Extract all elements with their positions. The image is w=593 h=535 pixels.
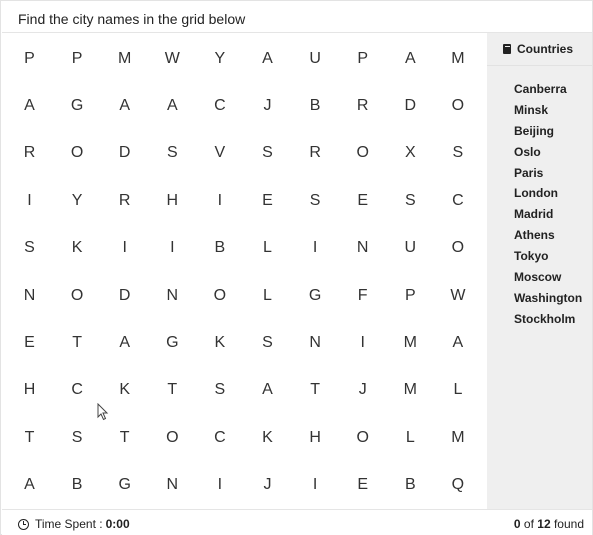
grid-cell[interactable]: S xyxy=(214,381,226,399)
header xyxy=(2,2,592,33)
grid-cell[interactable]: L xyxy=(405,428,415,446)
grid-cell[interactable]: B xyxy=(71,476,83,494)
grid-cell[interactable]: O xyxy=(356,144,369,162)
grid-cell[interactable]: S xyxy=(452,144,464,162)
grid-cell[interactable]: O xyxy=(451,96,465,114)
grid-cell[interactable]: P xyxy=(71,49,83,67)
word-list-sidebar xyxy=(487,33,592,509)
grid-cell[interactable]: E xyxy=(262,191,273,209)
grid-cell[interactable]: C xyxy=(71,381,83,399)
grid-cell[interactable]: J xyxy=(263,96,272,114)
grid-cell[interactable]: P xyxy=(24,49,35,67)
grid-cell[interactable]: Y xyxy=(71,191,83,209)
grid-cell[interactable]: N xyxy=(23,286,36,304)
grid-cell[interactable]: O xyxy=(70,144,84,162)
grid-cell[interactable]: I xyxy=(217,476,223,494)
grid-cell[interactable]: K xyxy=(119,381,131,399)
grid-cell[interactable]: M xyxy=(118,49,132,67)
grid-cell[interactable]: G xyxy=(70,96,84,114)
grid-cell[interactable]: S xyxy=(404,191,416,209)
grid-cell[interactable]: O xyxy=(451,239,465,257)
grid-cell[interactable]: O xyxy=(166,428,179,446)
grid-cell[interactable]: I xyxy=(27,191,32,209)
word-list-item: Washington xyxy=(514,290,583,305)
grid-cell[interactable]: J xyxy=(263,476,272,494)
grid-cell[interactable]: W xyxy=(164,49,180,67)
grid-cell[interactable]: B xyxy=(404,476,416,494)
grid-cell[interactable]: E xyxy=(24,333,35,351)
instructions: Find the city names in the grid below xyxy=(18,11,246,27)
grid-cell[interactable]: E xyxy=(357,191,369,209)
grid-cell[interactable]: T xyxy=(24,428,35,446)
word-list-item: Moscow xyxy=(514,270,562,285)
grid-cell[interactable]: D xyxy=(118,144,131,162)
grid-cell[interactable]: S xyxy=(309,191,321,209)
word-list-item: Athens xyxy=(514,228,555,243)
word-list-item: Paris xyxy=(514,165,544,180)
grid-cell[interactable]: Y xyxy=(214,49,226,67)
grid-cell[interactable]: H xyxy=(309,428,321,446)
grid-cell[interactable]: T xyxy=(310,381,320,399)
grid-cell[interactable]: A xyxy=(24,96,35,114)
grid-cell[interactable]: T xyxy=(119,428,130,446)
grid-cell[interactable]: H xyxy=(166,191,179,209)
grid-cell[interactable]: J xyxy=(358,381,367,399)
grid-cell[interactable]: O xyxy=(70,286,84,304)
grid-cell[interactable]: R xyxy=(23,144,36,162)
grid-cell[interactable]: P xyxy=(404,286,416,304)
found-count: 0 xyxy=(513,517,521,531)
grid-cell[interactable]: B xyxy=(214,239,226,257)
grid-cell[interactable]: A xyxy=(24,476,35,494)
grid-cell[interactable]: N xyxy=(309,333,321,351)
grid-cell[interactable]: W xyxy=(450,286,466,304)
time-label: Time Spent : xyxy=(35,517,103,531)
found-counter xyxy=(514,517,584,531)
timer xyxy=(18,517,130,531)
grid-cell[interactable]: Q xyxy=(451,476,465,494)
grid-cell[interactable]: M xyxy=(403,381,417,399)
grid-cell[interactable]: G xyxy=(118,476,131,494)
found-total: 12 xyxy=(537,517,551,531)
grid-cell[interactable]: N xyxy=(166,286,179,304)
grid-cell[interactable]: C xyxy=(214,428,226,446)
word-list-item: Tokyo xyxy=(514,249,549,264)
grid-cell[interactable]: I xyxy=(122,239,127,257)
grid-cell[interactable]: N xyxy=(166,476,179,494)
footer xyxy=(2,509,592,535)
grid-cell[interactable]: R xyxy=(118,191,131,209)
grid-cell[interactable]: L xyxy=(263,286,272,304)
grid-cell[interactable]: T xyxy=(167,381,178,399)
grid-cell[interactable]: M xyxy=(403,333,417,351)
grid-cell[interactable]: K xyxy=(71,239,83,257)
grid-cell[interactable]: A xyxy=(119,333,131,351)
sidebar-header xyxy=(487,33,592,66)
grid-cell[interactable]: E xyxy=(357,476,369,494)
grid-cell[interactable]: K xyxy=(214,333,226,351)
grid-cell[interactable]: F xyxy=(357,286,368,304)
grid-cell[interactable]: O xyxy=(356,428,369,446)
grid-cell[interactable]: A xyxy=(262,49,273,67)
grid-cell[interactable]: I xyxy=(217,191,223,209)
grid-cell[interactable]: S xyxy=(262,333,273,351)
grid-cell[interactable]: I xyxy=(170,239,175,257)
sidebar-title: Countries xyxy=(517,42,574,56)
grid-cell[interactable]: A xyxy=(166,96,178,114)
grid-cell[interactable]: S xyxy=(24,239,35,257)
grid-cell[interactable]: M xyxy=(451,428,465,446)
word-list-item: Oslo xyxy=(514,144,541,159)
grid-cell[interactable]: I xyxy=(360,333,365,351)
found-suffix: found xyxy=(553,517,584,531)
word-list-item: London xyxy=(514,186,558,201)
grid-cell[interactable]: H xyxy=(23,381,36,399)
grid-cell[interactable]: C xyxy=(214,96,226,114)
found-of: of xyxy=(523,517,534,531)
grid-cell[interactable]: N xyxy=(356,239,369,257)
letter-grid[interactable] xyxy=(6,35,486,509)
grid-cell[interactable]: A xyxy=(262,381,273,399)
time-value: 0:00 xyxy=(105,517,130,531)
grid-cell[interactable]: A xyxy=(119,96,131,114)
grid-cell[interactable]: I xyxy=(312,476,318,494)
grid-cell[interactable]: P xyxy=(357,49,369,67)
grid-cell[interactable]: M xyxy=(451,49,465,67)
grid-cell[interactable]: O xyxy=(213,286,227,304)
grid-cell[interactable]: D xyxy=(118,286,131,304)
grid-cell[interactable]: K xyxy=(262,428,273,446)
grid-cell[interactable]: V xyxy=(214,144,226,162)
grid-cell[interactable]: C xyxy=(452,191,464,209)
grid-cell[interactable]: S xyxy=(166,144,178,162)
mouse-pointer-icon xyxy=(97,403,109,421)
clock-icon xyxy=(18,519,29,530)
grid-cell[interactable]: T xyxy=(72,333,82,351)
grid-cell[interactable]: B xyxy=(309,96,321,114)
word-list xyxy=(514,79,582,330)
grid-cell[interactable]: X xyxy=(404,144,416,162)
grid-cell[interactable]: R xyxy=(356,96,369,114)
grid-cell[interactable]: S xyxy=(71,428,83,446)
book-icon xyxy=(503,44,511,54)
grid-cell[interactable]: G xyxy=(308,286,322,304)
word-list-item: Stockholm xyxy=(514,311,576,326)
grid-cell[interactable]: A xyxy=(404,49,416,67)
grid-cell[interactable]: U xyxy=(404,239,417,257)
word-list-item: Beijing xyxy=(514,123,555,138)
grid-cell[interactable]: L xyxy=(263,239,272,257)
word-list-item: Minsk xyxy=(514,102,549,117)
grid-cell[interactable]: R xyxy=(309,144,321,162)
grid-cell[interactable]: G xyxy=(166,333,179,351)
word-list-item: Madrid xyxy=(514,207,554,222)
grid-cell[interactable]: U xyxy=(309,49,321,67)
word-list-item: Canberra xyxy=(514,82,567,96)
grid-cell[interactable]: L xyxy=(453,381,463,399)
grid-cell[interactable]: D xyxy=(404,96,417,114)
grid-cell[interactable]: S xyxy=(262,144,273,162)
grid-cell[interactable]: A xyxy=(452,333,464,351)
grid-cell[interactable]: I xyxy=(312,239,318,257)
